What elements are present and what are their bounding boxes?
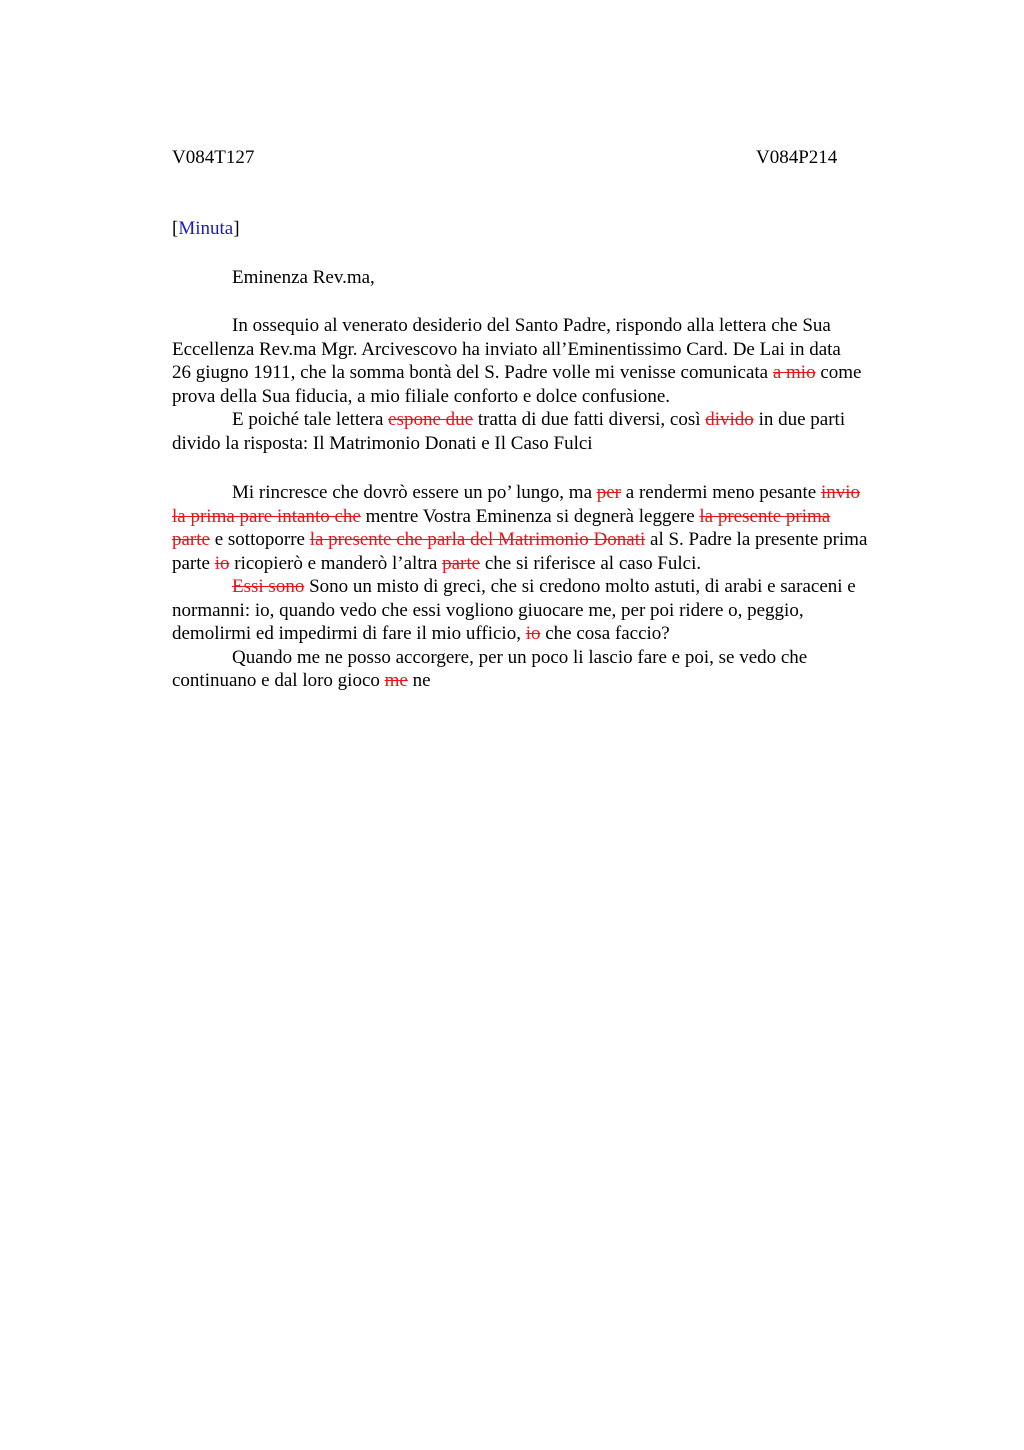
text-line	[172, 669, 932, 693]
text-run: Mi rincresce che dovrò essere un po’ lungo, ma	[232, 482, 597, 503]
salutation: Eminenza Rev.ma,	[232, 267, 375, 288]
paragraph-3	[172, 481, 932, 575]
deleted-text: la presente prima	[699, 505, 831, 527]
text-run: Quando me ne posso accorgere, per un poco li lascio fare e poi, se vedo che	[232, 646, 808, 668]
tag-open-bracket: [	[172, 218, 179, 239]
text-run: Eccellenza Rev.ma Mgr. Arcivescovo ha inviato all’Eminentissimo Card. De Lai in data	[172, 338, 841, 360]
text-line	[172, 481, 932, 505]
deleted-text: me	[384, 670, 408, 691]
paragraph-5	[172, 646, 932, 693]
text-run: mentre Vostra Eminenza si degnerà leggere	[360, 505, 700, 527]
text-line	[172, 622, 932, 646]
deleted-text: Essi sono	[232, 576, 305, 597]
paragraph-2	[172, 408, 932, 455]
text-line	[172, 505, 932, 529]
text-line	[172, 599, 932, 623]
deleted-text: io	[525, 623, 541, 644]
text-run: prova della Sua fiducia, a mio filiale conforto e dolce confusione.	[172, 385, 671, 407]
text-line	[172, 385, 932, 409]
text-run: demolirmi ed impedirmi di fare il mio ufficio,	[172, 623, 526, 644]
deleted-text: a mio	[772, 362, 816, 383]
text-run: E poiché tale lettera	[232, 409, 389, 430]
text-run: parte	[172, 552, 215, 574]
letter-body-part-2	[172, 481, 932, 693]
text-run: normanni: io, quando vedo che essi vogliono giuocare me, per poi ridere o, peggio,	[172, 599, 804, 621]
text-line	[172, 575, 932, 599]
text-run: che si riferisce al caso Fulci.	[480, 552, 702, 574]
text-run: a rendermi meno pesante	[621, 482, 821, 503]
text-run: ricopierò e manderò l’altra	[229, 552, 443, 574]
deleted-text: la prima pare intanto che	[172, 505, 361, 527]
text-run: che cosa faccio?	[540, 623, 670, 644]
text-line	[172, 432, 932, 456]
paragraph-4	[172, 575, 932, 646]
text-line	[172, 314, 932, 338]
text-run: continuano e dal loro gioco	[172, 670, 385, 691]
document-code-left: V084T127	[172, 147, 255, 168]
paragraph-1	[172, 314, 932, 408]
text-run: divido la risposta: Il Matrimonio Donati e Il Caso Fulci	[172, 432, 593, 454]
text-run: tratta di due fatti diversi, così	[473, 409, 706, 430]
deleted-text: invio	[820, 482, 861, 503]
text-line	[172, 528, 932, 552]
deleted-text: io	[214, 552, 230, 574]
deleted-text: espone due	[388, 409, 474, 430]
text-run: e sottoporre	[209, 529, 310, 550]
text-line	[172, 361, 932, 385]
text-run: In ossequio al venerato desiderio del Santo Padre, rispondo alla lettera che Sua	[232, 315, 831, 336]
document-code-right: V084P214	[756, 147, 838, 168]
text-run: in due parti	[753, 409, 846, 430]
deleted-text: la presente che parla del Matrimonio Donati	[309, 529, 646, 550]
draft-tag	[172, 218, 240, 240]
text-run: al S. Padre la presente prima	[645, 529, 868, 550]
text-line	[172, 552, 932, 576]
text-run: 26 giugno 1911, che la somma bontà del S. Padre volle mi venisse comunicata	[172, 362, 773, 383]
text-run: Sono un misto di greci, che si credono molto astuti, di arabi e saraceni e	[304, 576, 856, 597]
letter-body-part-1	[172, 314, 932, 455]
deleted-text: parte	[442, 552, 481, 574]
text-run: ne	[407, 670, 431, 691]
text-run: come	[815, 362, 862, 383]
text-line	[172, 338, 932, 362]
text-line	[172, 408, 932, 432]
text-line	[172, 646, 932, 670]
tag-close-bracket: ]	[233, 218, 240, 239]
tag-word: Minuta	[178, 218, 234, 239]
deleted-text: parte	[172, 529, 210, 550]
deleted-text: divido	[705, 409, 754, 430]
deleted-text: per	[596, 482, 622, 503]
